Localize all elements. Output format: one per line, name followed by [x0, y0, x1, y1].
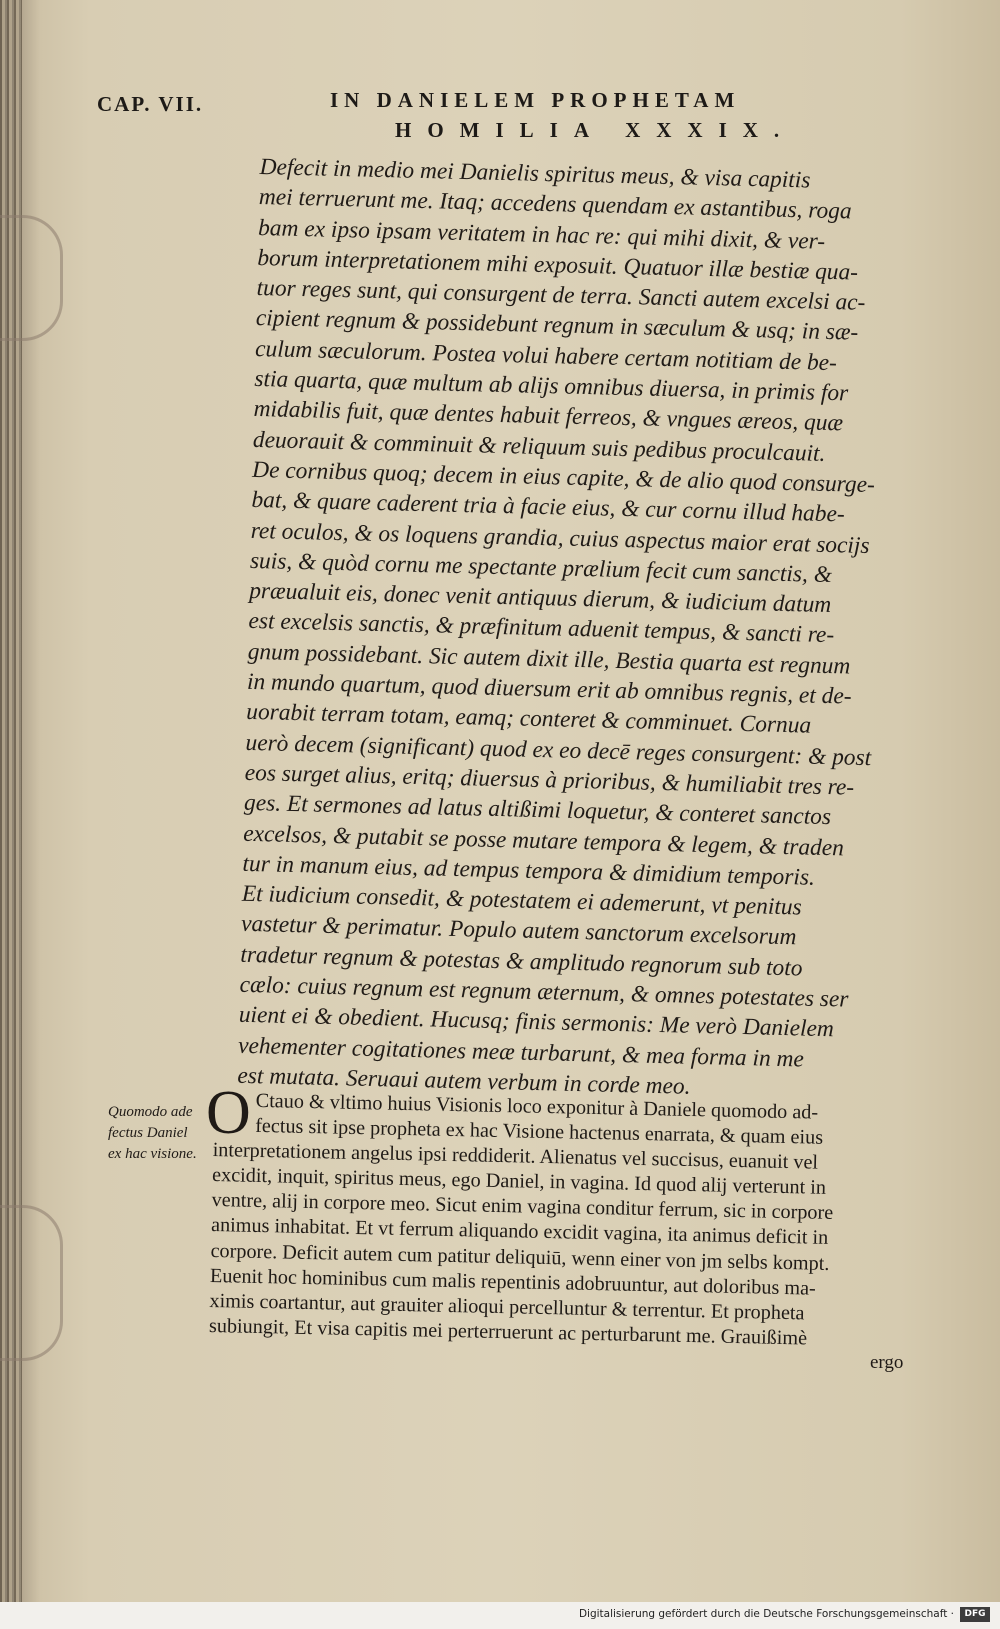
- digitization-footer: [0, 1602, 1000, 1629]
- scripture-line: De cornibus quoq; decem in eius capite, & de alio quod consurge-: [251, 456, 876, 499]
- marginal-note-line: Quomodo ade: [108, 1104, 193, 1120]
- commentary-line: Euenit hoc hominibus cum malis repentinis adobruuntur, aut doloribus ma-: [209, 1264, 817, 1300]
- scripture-line: ges. Et sermones ad latus altißimi loquetur, & conteret sanctos: [243, 790, 832, 831]
- homily-title: HOMILIA XXXIX.: [395, 118, 796, 142]
- commentary-line: animus inhabitat. Et vt ferrum aliquando excidit vagina, ita animus deficit in: [210, 1214, 829, 1250]
- scripture-line: Et iudicium consedit, & potestatem ei ademerunt, vt penitus: [241, 880, 803, 921]
- scripture-line: stia quarta, quæ multum ab alijs omnibus diuersa, in primis for: [254, 366, 849, 407]
- scripture-line: in mundo quartum, quod diuersum erit ab omnibus regnis, et de-: [246, 668, 852, 710]
- scripture-line: cælo: cuius regnum est regnum æternum, & omnes potestates ser: [239, 971, 849, 1013]
- scripture-line: borum interpretationem mihi exposuit. Quatuor illæ bestiæ qua-: [257, 244, 859, 286]
- scripture-line: midabilis fuit, quæ dentes habuit ferreos, & vngues æreos, quæ: [253, 396, 844, 437]
- commentary-line: Ctauo & vltimo huius Visionis loco exponitur à Daniele quomodo ad-: [255, 1089, 819, 1124]
- commentary-line: interpretationem angelus ipsi reddiderit. Alienatus vel succisus, euanuit vel: [212, 1139, 819, 1174]
- scripture-line: bat, & quare caderent tria à facie eius, & cur cornu illud habe-: [251, 487, 845, 528]
- marginal-note-line: ex hac visione.: [108, 1146, 197, 1162]
- catchword: ergo: [870, 1352, 904, 1373]
- scripture-line: suis, & quòd cornu me spectante prælium fecit cum sanctis, &: [249, 547, 833, 588]
- scripture-line: est excelsis sanctis, & præfinitum aduenit tempus, & sancti re-: [248, 608, 835, 649]
- dfg-logo: DFG: [960, 1607, 990, 1622]
- scripture-line: eos surget alius, eritq; diuersus à prioribus, & humiliabit tres re-: [244, 759, 855, 801]
- marginal-note-line: fectus Daniel: [108, 1125, 188, 1141]
- scripture-line: vastetur & perimatur. Populo autem sanctorum excelsorum: [240, 911, 797, 951]
- scripture-line: culum sæculorum. Postea volui habere certam notitiam de be-: [254, 335, 838, 376]
- scripture-line: uerò decem (significant) quod ex eo decē reges consurgent: & post: [245, 729, 872, 771]
- drop-capital: O: [206, 1079, 251, 1147]
- scripture-line: ret oculos, & os loquens grandia, cuius aspectus maior erat socijs: [250, 517, 870, 559]
- scripture-line: excelsos, & putabit se posse mutare tempora & legem, & traden: [243, 820, 845, 862]
- scripture-line: tuor reges sunt, qui consurgent de terra. Sancti autem excelsi ac-: [256, 275, 866, 317]
- commentary-line: ximis coartantur, aut grauiter alioqui percelluntur & terrentur. Et propheta: [209, 1289, 805, 1325]
- scripture-line: mei terruerunt me. Itaq; accedens quendam ex astantibus, roga: [258, 184, 852, 225]
- scripture-line: uorabit terram totam, eamq; conteret & comminuet. Cornua: [245, 699, 812, 739]
- scripture-line: vehementer cogitationes meæ turbarunt, & mea forma in me: [237, 1032, 805, 1073]
- scripture-line: est mutata. Seruaui autem verbum in corde meo.: [237, 1062, 691, 1100]
- scripture-line: gnum possidebant. Sic autem dixit ille, Bestia quarta est regnum: [247, 638, 851, 680]
- chapter-heading: CAP. VII.: [97, 92, 204, 116]
- scripture-text-block: [237, 152, 876, 1106]
- scripture-line: uient ei & obedient. Hucusq; finis sermonis: Me verò Danielem: [238, 1002, 835, 1043]
- scripture-line: bam ex ipso ipsam veritatem in hac re: qui mihi dixit, & ver-: [257, 214, 826, 255]
- scripture-line: tradetur regnum & potestas & amplitudo regnorum sub toto: [240, 941, 803, 982]
- commentary-line: subiungit, Et visa capitis mei perterruerunt ac perturbarunt me. Grauißimè: [208, 1314, 808, 1350]
- scripture-line: cipient regnum & possidebunt regnum in sæculum & usq; in sæ-: [255, 305, 859, 347]
- scripture-line: præualuit eis, donec venit antiquus dierum, & iudicium datum: [248, 578, 832, 619]
- scripture-line: tur in manum eius, ad tempus tempora & dimidium temporis.: [242, 850, 816, 891]
- commentary-line: corpore. Deficit autem cum patitur deliquiū, wenn einer von jm selbs kompt.: [210, 1239, 830, 1275]
- commentary-text-block: [209, 1088, 904, 1353]
- footer-credit: Digitalisierung gefördert durch die Deutsche Forschungsgemeinschaft ·: [578, 1608, 954, 1620]
- commentary-line: fectus sit ipse propheta ex hac Visione hactenus enarrata, & quam eius: [254, 1114, 824, 1149]
- commentary-line: excidit, inquit, spiritus meus, ego Daniel, in vagina. Id quod alij verterunt in: [211, 1164, 827, 1200]
- scripture-line: Defecit in medio mei Danielis spiritus meus, & visa capitis: [259, 153, 811, 194]
- running-title: IN DANIELEM PROPHETAM: [330, 88, 741, 112]
- page-clip-bottom: [0, 1205, 63, 1361]
- marginal-note: [108, 1102, 218, 1165]
- page-clip-top: [0, 215, 63, 341]
- scripture-line: deuorauit & comminuit & reliquum suis pedibus proculcauit.: [252, 426, 826, 467]
- commentary-line: ventre, alij in corpore meo. Sicut enim vagina conditur ferrum, sic in corpore: [211, 1189, 834, 1225]
